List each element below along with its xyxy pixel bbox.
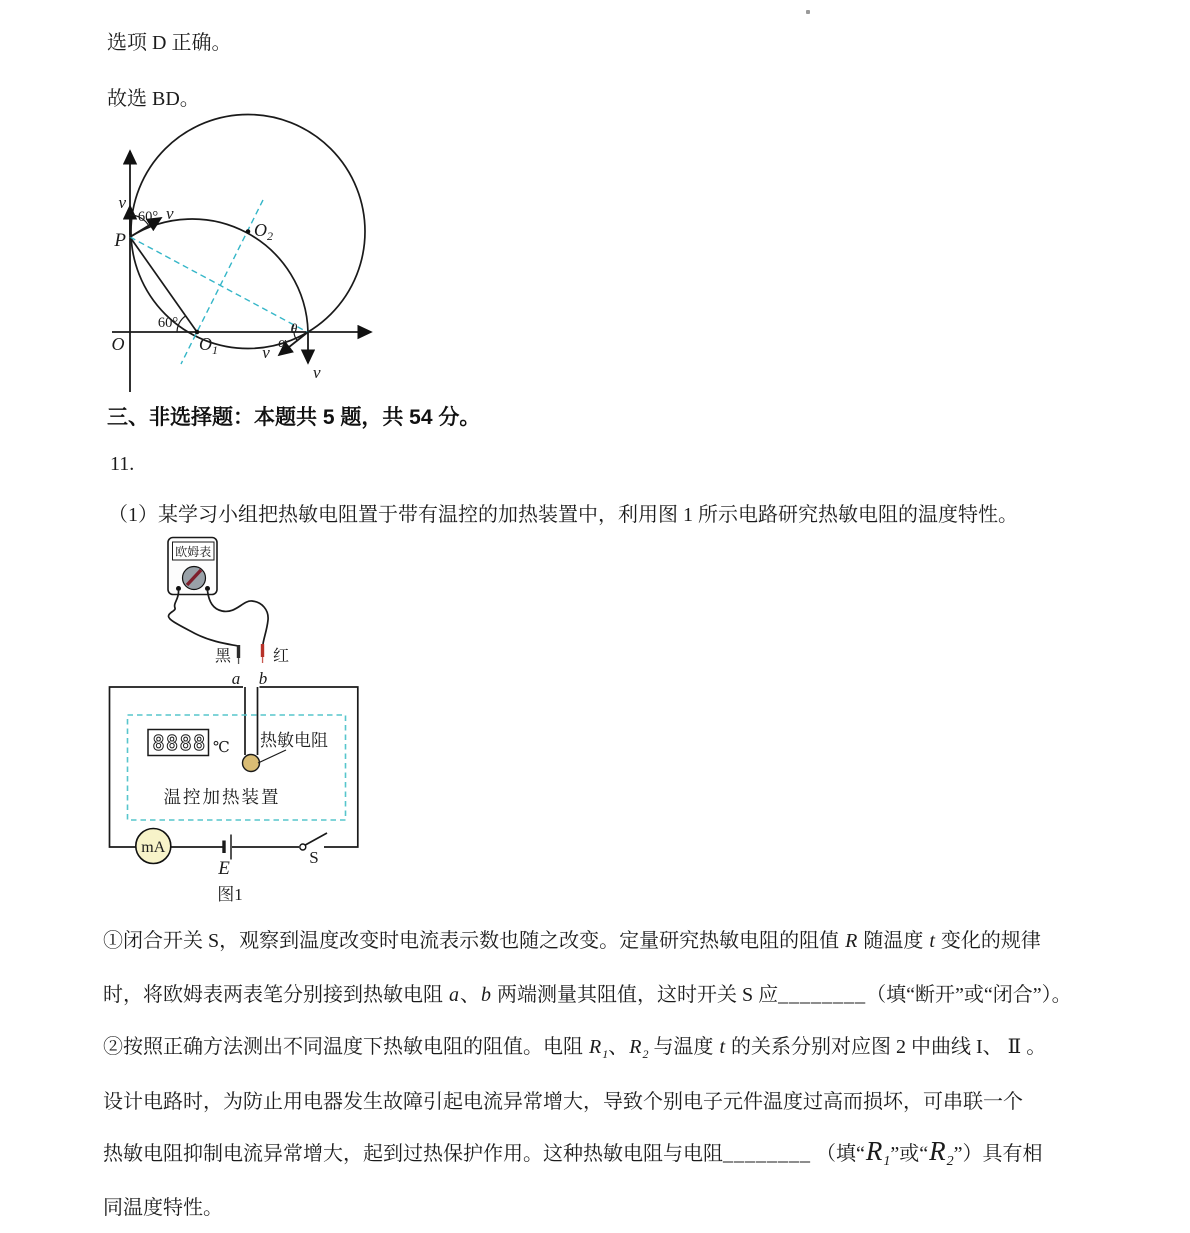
label-theta: θ bbox=[290, 322, 298, 337]
thermistor bbox=[243, 755, 260, 772]
thermistor-label: 热敏电阻 bbox=[260, 731, 328, 750]
label-o1: $O_1$ bbox=[199, 334, 218, 357]
para2-line1: ②按照正确方法测出不同温度下热敏电阻的阻值。电阻 $R_1$、$R_2$ 与温度 t 的关系分别对应图 2 中曲线 I、 Ⅱ 。 bbox=[103, 1036, 1047, 1061]
ohmmeter-terminal-right bbox=[205, 586, 210, 591]
black-probe-tip bbox=[238, 658, 239, 664]
dashed-chord-pq bbox=[130, 237, 309, 333]
label-v-slant: v bbox=[166, 204, 174, 223]
section-heading: 三、非选择题：本题共 5 题，共 54 分。 bbox=[107, 406, 481, 429]
para1-line1: ①闭合开关 S，观察到温度改变时电流表示数也随之改变。定量研究热敏电阻的阻值 R 随温度 t 变化的规律 bbox=[103, 930, 1041, 952]
intro-paragraph: （1）某学习小组把热敏电阻置于带有温控的加热装置中，利用图 1 所示电路研究热敏电阻的温度特性。 bbox=[108, 504, 1018, 526]
label-o2: $O_2$ bbox=[254, 220, 273, 243]
switch-pivot bbox=[300, 844, 306, 850]
label-angle-p: 60° bbox=[137, 209, 159, 225]
milliammeter-label: mA bbox=[141, 839, 166, 856]
battery-label: E bbox=[218, 858, 230, 879]
switch-label: S bbox=[309, 848, 319, 867]
label-v-down: v bbox=[313, 363, 321, 382]
answer-line-2: 故选 BD。 bbox=[107, 88, 200, 110]
black-lead-wire bbox=[168, 591, 238, 646]
circuit-outline bbox=[110, 687, 358, 847]
ohmmeter-label: 欧姆表 bbox=[175, 545, 212, 559]
thermistor-pointer-line bbox=[258, 750, 286, 763]
label-alpha: α bbox=[278, 335, 286, 351]
label-p: P bbox=[114, 230, 126, 251]
para2-line2: 设计电路时，为防止用电器发生故障引起电流异常增大，导致个别电子元件温度过高而损坏，可串联一个 bbox=[103, 1091, 1023, 1113]
label-v-axis: v bbox=[118, 193, 126, 212]
temp-display-value: 8888 bbox=[152, 731, 207, 755]
terminal-a-label: a bbox=[231, 669, 241, 688]
red-probe bbox=[261, 644, 264, 657]
black-probe bbox=[237, 645, 240, 658]
para1-line2: 时，将欧姆表两表笔分别接到热敏电阻 a、b 两端测量其阻值，这时开关 S 应________（填“断开”或“闭合”）。 bbox=[103, 984, 1072, 1006]
label-o: O bbox=[111, 334, 125, 354]
motion-diagram bbox=[95, 110, 395, 395]
temp-display-unit: ℃ bbox=[213, 740, 230, 756]
answer-line-1: 选项 D 正确。 bbox=[107, 32, 232, 54]
switch-lever bbox=[305, 833, 327, 845]
red-lead-wire bbox=[208, 591, 269, 644]
dashed-center-line bbox=[181, 200, 263, 364]
para2-line3: 热敏电阻抑制电流异常增大，起到过热保护作用。这种热敏电阻与电阻________ （填“$R_1$”或“$R_2$”）具有相 bbox=[103, 1136, 1043, 1169]
question-number: 11. bbox=[110, 453, 135, 475]
red-probe-label: 红 bbox=[273, 648, 290, 665]
heater-label: 温控加热装置 bbox=[163, 787, 281, 807]
page-corner-mark bbox=[806, 10, 810, 14]
circuit-diagram bbox=[100, 533, 380, 908]
label-v-downleft: v bbox=[262, 343, 270, 362]
figure1-caption: 图1 bbox=[217, 885, 243, 904]
para2-line4: 同温度特性。 bbox=[103, 1197, 223, 1219]
terminal-b-label: b bbox=[258, 669, 268, 688]
red-probe-tip bbox=[262, 657, 263, 663]
point-o2-dot bbox=[246, 229, 251, 234]
black-probe-label: 黑 bbox=[214, 648, 231, 665]
ohmmeter-terminal-left bbox=[176, 586, 181, 591]
label-angle-o1: 60° bbox=[157, 315, 179, 331]
